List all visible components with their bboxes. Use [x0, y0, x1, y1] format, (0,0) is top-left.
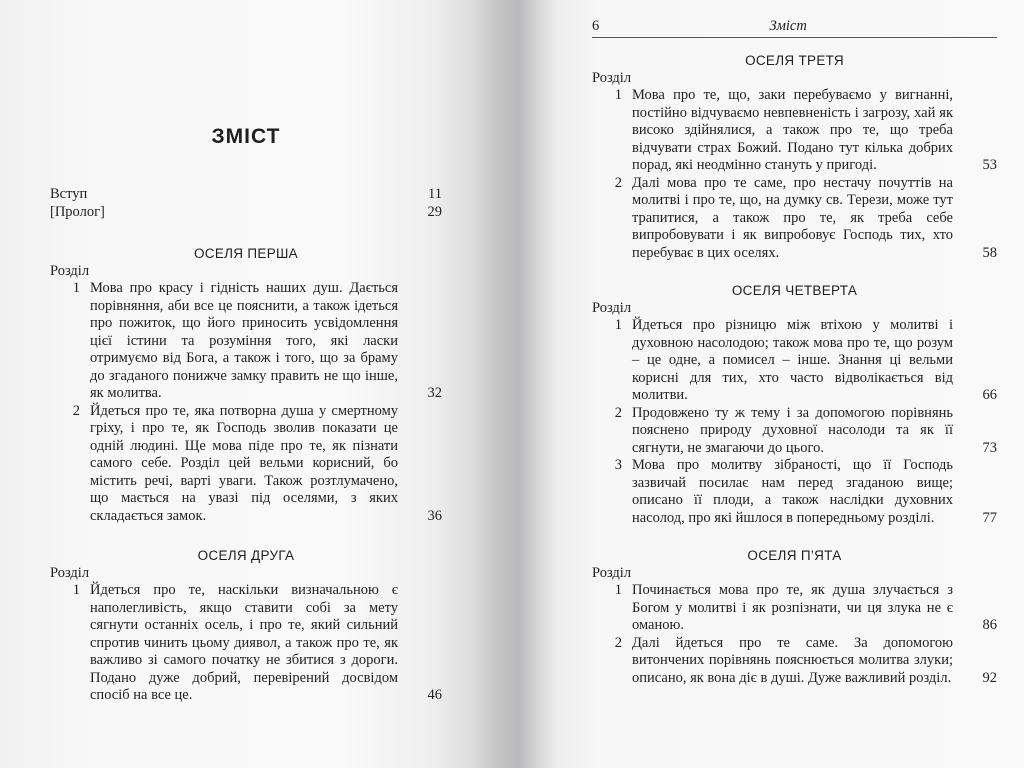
- section-title: ОСЕЛЯ П’ЯТА: [747, 548, 842, 563]
- entry-page: 46: [427, 687, 442, 703]
- toc-title: ЗМІСТ: [211, 125, 281, 148]
- front-matter-page: 29: [427, 204, 442, 220]
- section-oselia-piata: [592, 547, 997, 687]
- razdil-label: Розділ: [50, 565, 90, 581]
- section-oselia-persha: [50, 245, 442, 525]
- razdil-label: Розділ: [592, 70, 632, 86]
- entry-text: Мова про красу і гідність наших душ. Дається порівняння, аби все це пояснити, а також ідеться про пожиток, що його приносить усвідомлення цієї істини та розуміння того, які ласки отримуємо від Бога, а також і того, що за браму до згаданого понижче замку править не що інше, як молитва.: [90, 280, 398, 401]
- entry-page: 66: [982, 387, 997, 403]
- section-title: ОСЕЛЯ ТРЕТЯ: [745, 53, 844, 68]
- entry-page: 36: [427, 507, 442, 524]
- toc-entry: [592, 405, 997, 458]
- entry-number: 1: [614, 582, 622, 598]
- entry-number: 2: [614, 404, 622, 421]
- entry-page: 58: [982, 244, 997, 261]
- left-page-content: [50, 125, 442, 705]
- section-title: ОСЕЛЯ ПЕРША: [193, 246, 298, 261]
- toc-entry: [50, 403, 442, 526]
- entry-text: Далі мова про те саме, про нестачу почуттів на молитві і про те, що, на думку св. Терези, може тут трапитися, а також про те, як треба себе випробовувати і як випробовує Господь тих, хто перебуває в цих оселях.: [632, 174, 953, 261]
- entry-number: 3: [614, 457, 622, 473]
- toc-entry: [50, 280, 442, 403]
- entry-page: 32: [427, 385, 442, 401]
- entry-page: 92: [982, 669, 997, 686]
- front-matter: [50, 185, 442, 221]
- entry-number: 2: [614, 634, 622, 651]
- entry-number: 2: [72, 402, 80, 419]
- entry-text: Йдеться про різницю між втіхою у молитві і духовною насолодою; також мова про те, що розум – це одне, а помисел – інше. Знання ці вельми корисні для тих, хто часто відволікається від молитви.: [632, 317, 953, 403]
- toc-entry: [50, 582, 442, 705]
- toc-entry: [592, 635, 997, 688]
- front-matter-label: Вступ: [50, 186, 88, 202]
- entry-number: 1: [614, 87, 622, 103]
- running-head-title: Зміст: [769, 18, 807, 34]
- toc-entry: [592, 317, 997, 405]
- entry-text: Мова про молитву зібраності, що її Господь зазвичай посилає нам перед згаданою вище; описано її плоди, а також наслідки духовних насолод, про які йшлося в попередньому розділі.: [632, 457, 953, 526]
- section-title: ОСЕЛЯ ЧЕТВЕРТА: [731, 283, 858, 298]
- toc-entry: [592, 175, 997, 263]
- entry-page: 86: [982, 617, 997, 633]
- right-page-content: [592, 18, 997, 687]
- section-title: ОСЕЛЯ ДРУГА: [197, 548, 295, 563]
- entry-text: Починається мова про те, як душа злучається з Богом у молитві і як розпізнати, чи ця злука не є оманою.: [632, 582, 953, 633]
- razdil-label: Розділ: [50, 263, 90, 279]
- entry-text: Мова про те, що, заки перебуваємо у вигнанні, постійно відчуваємо невпевненість і загрозу, хай як високо здійнялися, а також про те, що треба відчувати страх Божий. Подано тут кілька добрих порад, які неодмінно стануть у пригоді.: [632, 87, 953, 173]
- entry-text: Продовжено ту ж тему і за допомогою порівнянь пояснено природу духовної насолоди та як її сягнути, не змагаючи до цього.: [632, 404, 953, 456]
- toc-entry: [592, 582, 997, 635]
- entry-text: Йдеться про те, наскільки визначальною є наполегливість, якщо ставити собі за мету сягнути останніх осель, і про те, який сильний спротив чинить цьому диявол, а також про те, як важливо зі самого початку не збитися з дороги. Подано дуже добрий, перевірений досвідом спосіб на все це.: [90, 582, 398, 703]
- section-oselia-druha: [50, 547, 442, 705]
- section-oselia-chetverta: [592, 282, 997, 527]
- entry-page: 77: [982, 509, 997, 526]
- front-matter-row: [50, 185, 442, 203]
- toc-entry: [592, 457, 997, 527]
- front-matter-page: 11: [428, 186, 442, 202]
- entry-text: Йдеться про те, яка потворна душа у смертному гріху, і про те, як Господь зволив показати це одній людині. Ще мова піде про те, як пізнати самого себе. Розділ цей вельми корисний, бо містить речі, варті уваги. Також розтлумачено, що мається на увазі під оселями, з яких складається замок.: [90, 402, 398, 524]
- entry-text: Далі йдеться про те саме. За допомогою витончених порівнянь пояснюється молитва злуки; описано, як вона діє в душі. Дуже важливий розділ.: [632, 634, 953, 686]
- entry-number: 2: [614, 174, 622, 191]
- toc-entry: [592, 87, 997, 175]
- right-page: [556, 0, 1024, 768]
- entry-page: 53: [982, 157, 997, 173]
- section-oselia-tretia: [592, 52, 997, 262]
- left-page: [0, 0, 492, 768]
- entry-number: 1: [614, 317, 622, 333]
- book-gutter: [492, 0, 556, 768]
- razdil-label: Розділ: [592, 565, 632, 581]
- razdil-label: Розділ: [592, 300, 632, 316]
- front-matter-row: [50, 203, 442, 221]
- running-head: [592, 18, 997, 38]
- entry-page: 73: [982, 439, 997, 456]
- entry-number: 1: [72, 582, 80, 598]
- front-matter-label: [Пролог]: [50, 204, 105, 220]
- entry-number: 1: [72, 280, 80, 296]
- page-number: 6: [592, 18, 600, 34]
